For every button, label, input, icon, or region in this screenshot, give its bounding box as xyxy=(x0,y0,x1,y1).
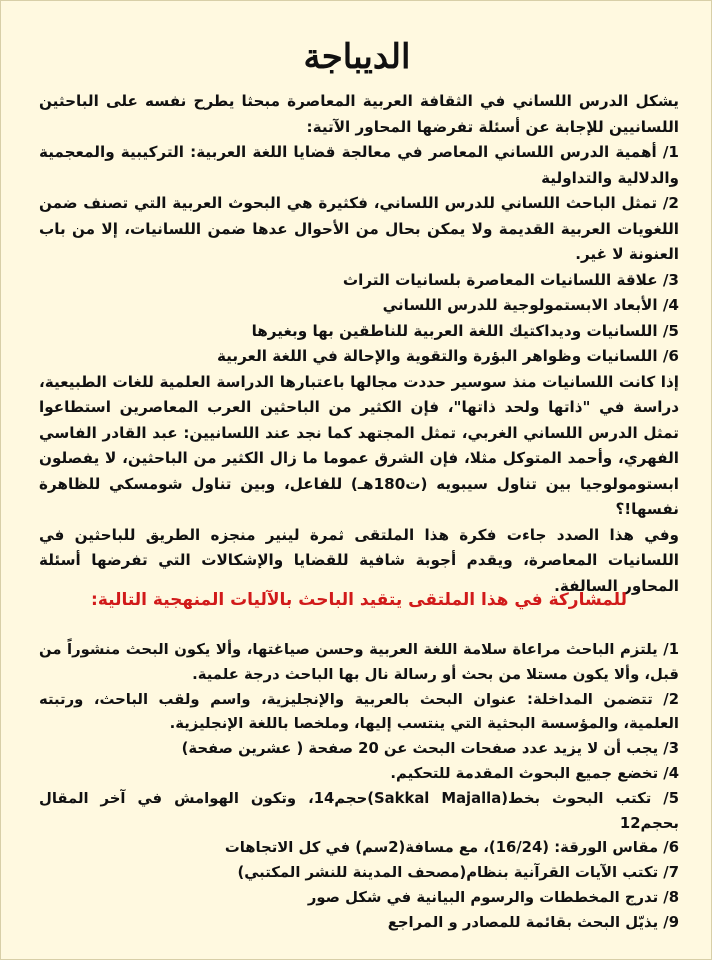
condition-item-5: 5/ تكتب البحوث بخط(Sakkal Majalla)حجم14، وتكون الهوامش في آخر المقال بحجم12 xyxy=(39,789,679,832)
participation-heading: للمشاركة في هذا الملتقى يتقيد الباحث بالآليات المنهجية التالية: xyxy=(91,590,627,610)
context-paragraph: إذا كانت اللسانيات منذ سوسير حددت مجالها باعتبارها الدراسة العلمية للغات الطبيعية، دراسة في "ذاتها ولحد ذاتها"، فإن الكثير من الباحثين العرب المعاصرين استطاعوا تمثل الدرس اللساني الغربي، تمثل المجتهد كما نجد عند اللسانيين: عبد القادر الفاسي الفهري، وأحمد المتوكل مثلا، فإن الشرق عموما ما زال الكثير من الباحثين، لا يفصلون ابستومولوجيا بين تناول سيبويه (ت180هـ) للفاعل، وبين تناول شومسكي للظاهرة نفسها!؟ xyxy=(39,372,679,518)
axis-item-2: 2/ تمثل الباحث اللساني للدرس اللساني، فكثيرة هي البحوث العربية التي تصنف ضمن اللغويات العربية القديمة ولا يمكن بحال من الأحوال عدها ضمن اللسانيات، إلا من باب العنونة لا غير. xyxy=(39,194,679,263)
purpose-paragraph: وفي هذا الصدد جاءت فكرة هذا الملتقى ثمرة لينير منجزه الطريق للباحثين في اللسانيات المعاصرة، ويقدم أجوبة شافية للقضايا والإشكالات التي تفرضها أسئلة المحاور السالفة. xyxy=(39,525,679,595)
axis-item-5: 5/ اللسانيات وديداكتيك اللغة العربية للناطقين بها وبغيرها xyxy=(251,321,679,340)
page-title: الديباجة xyxy=(303,37,411,77)
axis-item-4: 4/ الأبعاد الابستمولوجية للدرس اللساني xyxy=(382,296,679,314)
condition-item-2: 2/ تتضمن المداخلة: عنوان البحث بالعربية والإنجليزية، واسم ولقب الباحث، ورتبته العلمية، والمؤسسة البحثية التي ينتسب إليها، وملخصا باللغة الإنجليزية. xyxy=(39,690,679,733)
intro-paragraph: يشكل الدرس اللساني في الثقافة العربية المعاصرة مبحثا يطرح نفسه على الباحثين اللسانيين للإجابة عن أسئلة تفرضها المحاور الآتية: xyxy=(39,92,679,136)
preamble-section xyxy=(39,89,679,599)
axis-item-6: 6/ اللسانيات وظواهر البؤرة والتقوية والإحالة في اللغة العربية xyxy=(216,347,679,365)
condition-item-4: 4/ تخضع جميع البحوث المقدمة للتحكيم. xyxy=(390,764,679,782)
condition-item-8: 8/ تدرج المخططات والرسوم البيانية في شكل صور xyxy=(307,888,679,906)
condition-item-9: 9/ يذيّل البحث بقائمة للمصادر و المراجع xyxy=(387,913,679,931)
conditions-list xyxy=(39,638,679,936)
axis-item-1: 1/ أهمية الدرس اللساني المعاصر في معالجة قضايا اللغة العربية: التركيبية والمعجمية والدلالية والتداولية xyxy=(39,143,679,187)
axis-item-3: 3/ علاقة اللسانيات المعاصرة بلسانيات التراث xyxy=(342,270,679,289)
condition-item-6: 6/ مقاس الورقة: (16/24)، مع مسافة(2سم) في كل الاتجاهات xyxy=(224,839,679,857)
condition-item-3: 3/ يجب أن لا يزيد عدد صفحات البحث عن 20 صفحة ( عشرين صفحة) xyxy=(181,740,679,758)
condition-item-7: 7/ تكتب الآيات القرآنية بنظام(مصحف المدينة للنشر المكتبي) xyxy=(237,864,679,882)
condition-item-1: 1/ يلتزم الباحث مراعاة سلامة اللغة العربية وحسن صياغتها، وألا يكون البحث منشوراً من قبل، وألا يكون مستلا من بحث أو رسالة نال بها الباحث درجة علمية. xyxy=(39,641,679,683)
